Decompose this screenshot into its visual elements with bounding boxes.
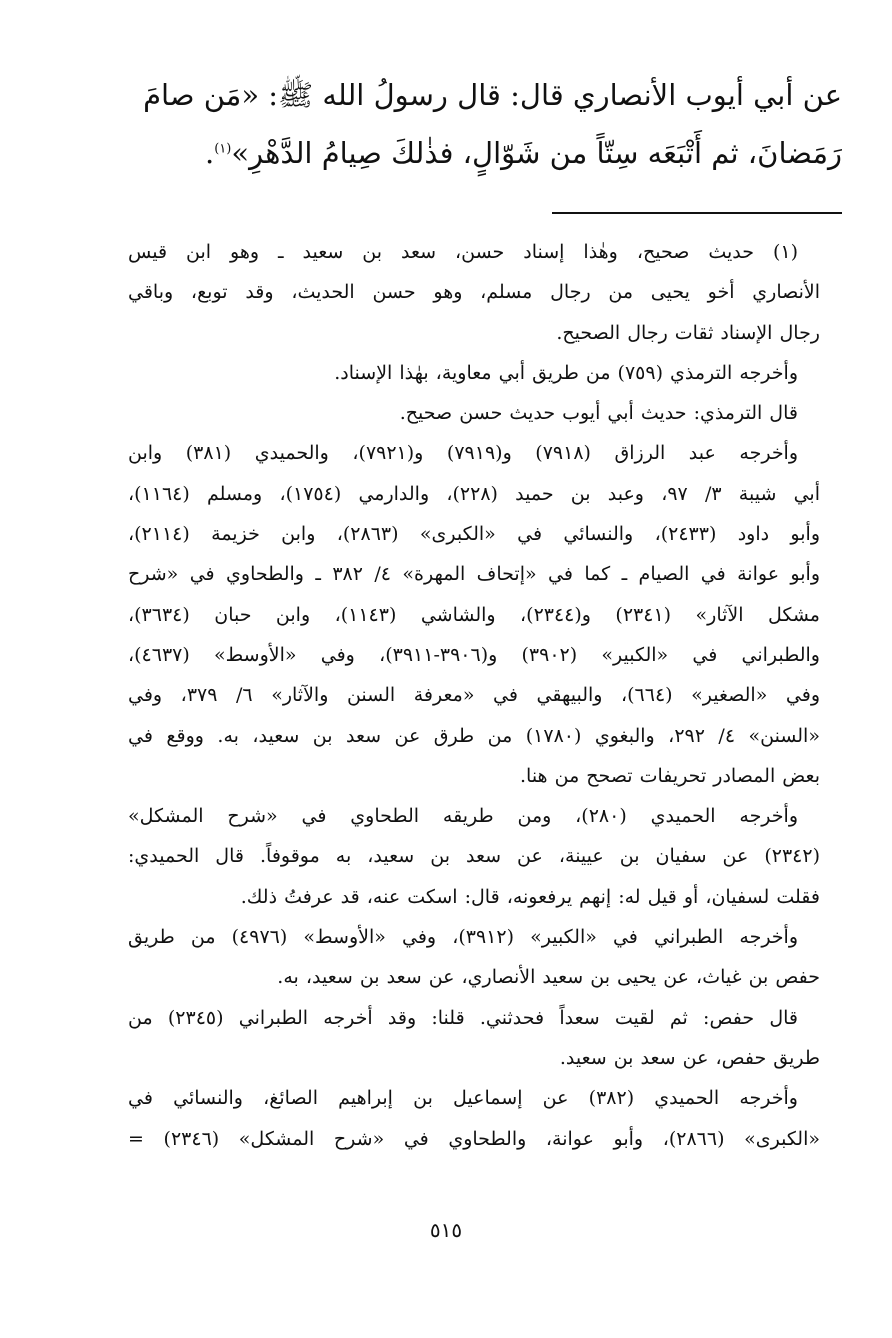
footnotes-section <box>128 232 842 1159</box>
footnote-line: الأنصاري أخو يحيى من رجال مسلم، وهو حسن الحديث، وقد توبع، وباقي <box>128 281 820 304</box>
footnote-line: وأخرجه الترمذي (٧٥٩) من طريق أبي معاوية، بهٰذا الإسناد. <box>334 361 798 384</box>
footnote-line: مشكل الآثار» (٢٣٤١) و(٢٣٤٤)، والشاشي (١١٤٣)، وابن حبان (٣٦٣٤)، <box>128 603 820 626</box>
footnote-line: وأبو عوانة في الصيام ـ كما في «إتحاف المهرة» ٤/ ٣٨٢ ـ والطحاوي في «شرح <box>128 563 820 586</box>
footnote-line: «الكبرى» (٢٨٦٦)، وأبو عوانة، والطحاوي في «شرح المشكل» (٢٣٤٦) = <box>128 1127 820 1150</box>
footnote-line: وأخرجه الحميدي (٢٨٠)، ومن طريقه الطحاوي في «شرح المشكل» <box>128 805 798 828</box>
footnote-divider <box>552 212 842 214</box>
footnote-line: وأخرجه الحميدي (٣٨٢) عن إسماعيل بن إبراهيم الصائغ، والنسائي في <box>128 1087 798 1110</box>
footnote-line: وأبو داود (٢٤٣٣)، والنسائي في «الكبرى» (٢٨٦٣)، وابن خزيمة (٢١١٤)، <box>128 523 820 546</box>
footnote-line: وأخرجه عبد الرزاق (٧٩١٨) و(٧٩١٩) و(٧٩٢١)، والحميدي (٣٨١) وابن <box>128 442 799 465</box>
footnote-line: قال الترمذي: حديث أبي أيوب حديث حسن صحيح. <box>399 402 798 425</box>
footnote-paragraph <box>128 393 842 433</box>
footnote-paragraph <box>128 433 842 796</box>
footnote-paragraph <box>128 353 842 393</box>
footnote-paragraph <box>128 232 842 353</box>
footnote-line: (١) حديث صحيح، وهٰذا إسناد حسن، سعد بن سعيد ـ وهو ابن قيس <box>128 241 798 263</box>
footnote-line: والطبراني في «الكبير» (٣٩٠٢) و(٣٩٠٦-٣٩١١)، وفي «الأوسط» (٤٦٣٧)، <box>128 643 820 666</box>
footnote-line: رجال الإسناد ثقات رجال الصحيح. <box>556 321 820 344</box>
end-mark: . <box>204 136 215 170</box>
footnote-paragraph <box>128 917 842 998</box>
page-number: ٥١٥ <box>429 1218 463 1242</box>
footnote-line: وفي «الصغير» (٦٦٤)، والبيهقي في «معرفة السنن والآثار» ٦/ ٣٧٩، وفي <box>128 684 820 707</box>
footnote-line: أبي شيبة ٣/ ٩٧، وعبد بن حميد (٢٢٨)، والدارمي (١٧٥٤)، ومسلم (١١٦٤)، <box>128 482 820 505</box>
footnote-line: «السنن» ٤/ ٢٩٢، والبغوي (١٧٨٠) من طرق عن سعد بن سعيد، به. ووقع في <box>128 724 820 747</box>
footnote-line: (٢٣٤٢) عن سفيان بن عيينة، عن سعد بن سعيد، به موقوفاً. قال الحميدي: <box>128 845 820 868</box>
footnote-marker: (١) <box>214 141 232 157</box>
footnote-line: بعض المصادر تحريفات تصحح من هنا. <box>519 764 820 787</box>
hadith-line-2 <box>120 124 842 182</box>
footnote-line: فقلت لسفيان، أو قيل له: إنهم يرفعونه، قال: اسكت عنه، قد عرفتُ ذلك. <box>240 885 820 908</box>
footnote-line: حفص بن غياث، عن يحيى بن سعيد الأنصاري، عن سعد بن سعيد، به. <box>277 966 820 989</box>
footnote-paragraph <box>128 796 842 917</box>
footnote-line: طريق حفص، عن سعد بن سعيد. <box>559 1046 820 1069</box>
footnote-paragraph <box>128 998 842 1079</box>
hadith-text <box>120 66 842 182</box>
hadith-line-2-text: رَمَضانَ، ثم أَتْبَعَه سِتّاً من شَوّالٍ، فذٰلكَ صِيامُ الدَّهْرِ» <box>231 136 842 170</box>
footnote-line: وأخرجه الطبراني في «الكبير» (٣٩١٢)، وفي «الأوسط» (٤٩٧٦) من طريق <box>128 926 799 949</box>
footnote-line: قال حفص: ثم لقيت سعداً فحدثني. قلنا: وقد أخرجه الطبراني (٢٣٤٥) من <box>128 1006 798 1029</box>
footnote-paragraph <box>128 1078 842 1159</box>
hadith-line-1: عن أبي أيوب الأنصاري قال: قال رسولُ الله ﷺ: «مَن صامَ <box>143 78 842 112</box>
